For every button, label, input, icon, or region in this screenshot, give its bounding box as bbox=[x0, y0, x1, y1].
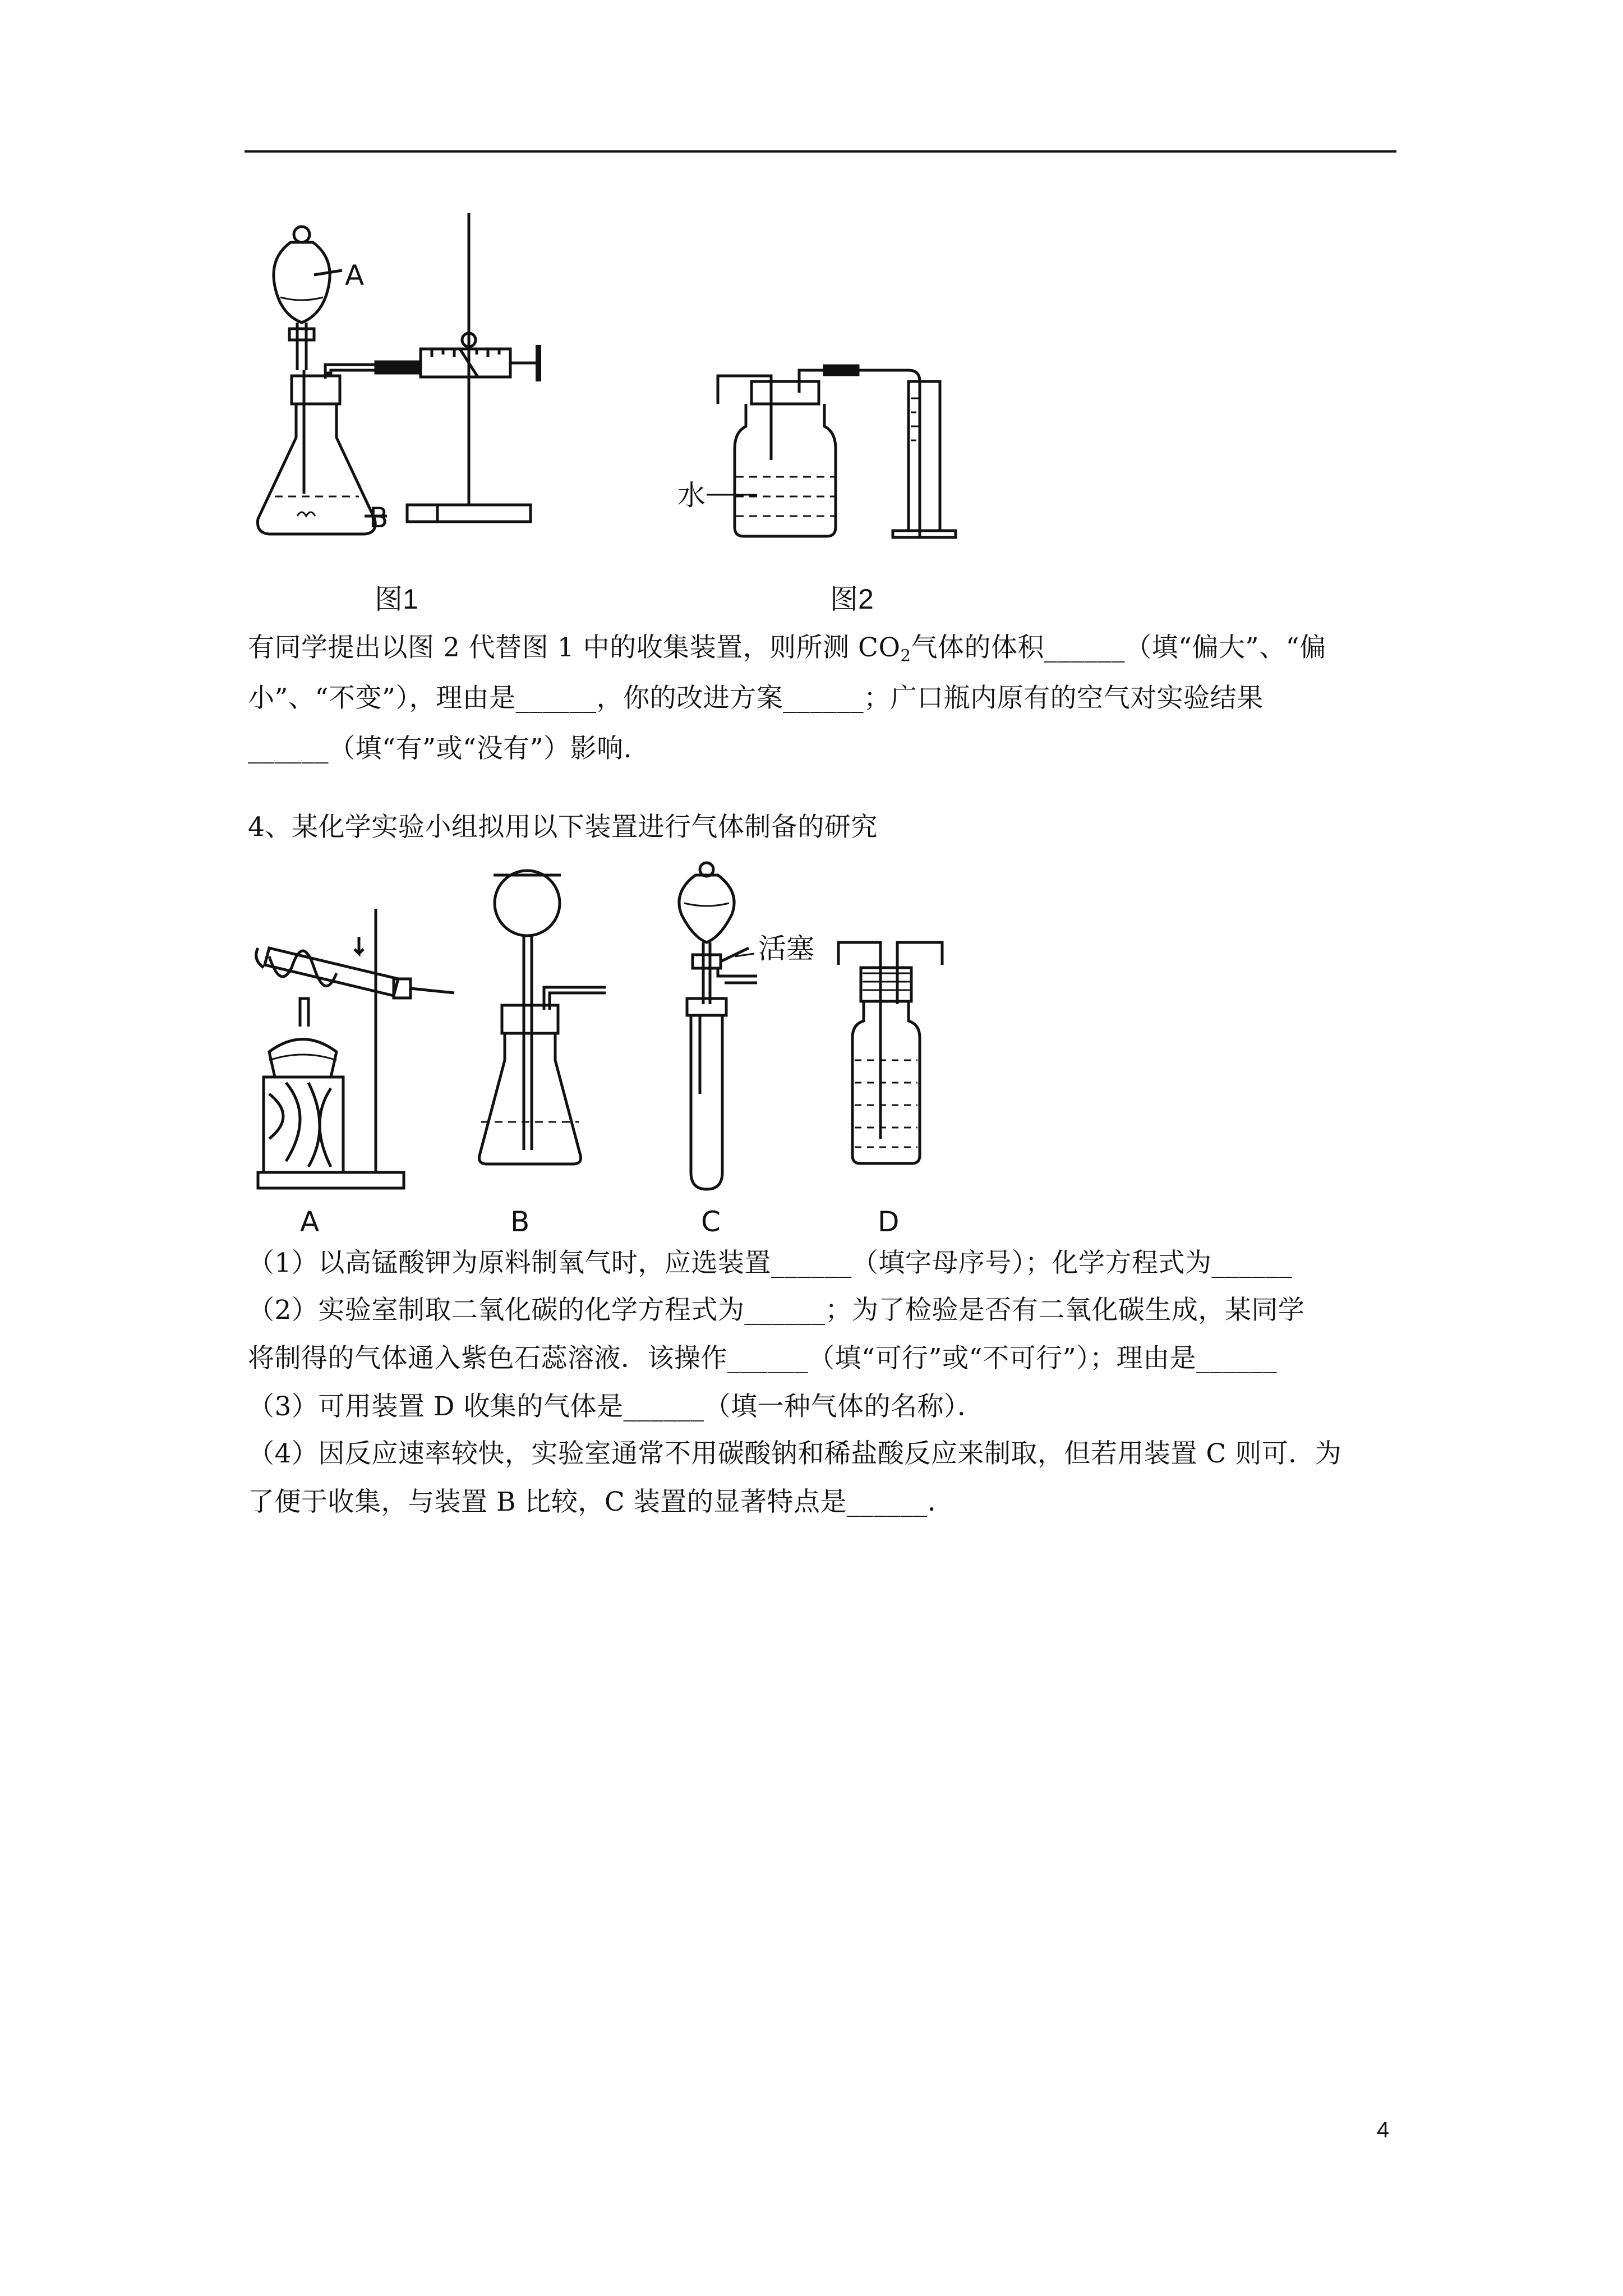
figure-1-diagram bbox=[236, 202, 594, 583]
q4-part-1: （1）以高锰酸钾为原料制氧气时，应选装置______（填字母序号）；化学方程式为______ bbox=[248, 1248, 1293, 1278]
apparatus-label-c: C bbox=[701, 1205, 721, 1238]
q4-part-4-line-2: 了便于收集，与装置 B 比较，C 装置的显著特点是______． bbox=[248, 1487, 955, 1517]
apparatus-label-b: B bbox=[510, 1205, 530, 1238]
q3-line-3: ______（填“有”或“没有”）影响. bbox=[248, 733, 633, 764]
figure-1-label-b: B bbox=[369, 501, 389, 534]
page-number: 4 bbox=[1377, 2118, 1390, 2142]
header-rule bbox=[245, 150, 1396, 153]
q4-part-4-line-1: （4）因反应速率较快，实验室通常不用碳酸钠和稀盐酸反应来制取，但若用装置 C 则可．为 bbox=[248, 1438, 1342, 1469]
q3-line-1-pre: 有同学提出以图 2 代替图 1 中的收集装置，则所测 CO bbox=[248, 632, 901, 663]
q4-part-2-line-1: （2）实验室制取二氧化碳的化学方程式为______；为了检验是否有二氧化碳生成，某同学 bbox=[248, 1295, 1305, 1326]
q4-part-2-line-2: 将制得的气体通入紫色石蕊溶液．该操作______（填“可行”或“不可行”）；理由是______ bbox=[248, 1343, 1278, 1374]
figure-2-caption: 图2 bbox=[830, 583, 874, 615]
q3-line-1 bbox=[248, 631, 1396, 665]
apparatus-label-a: A bbox=[300, 1205, 320, 1238]
q3-line-1-post: 气体的体积______（填“偏大”、“偏 bbox=[911, 632, 1326, 663]
q3-line-2: 小”、“不变”），理由是______，你的改进方案______；广口瓶内原有的空气对实验结果 bbox=[248, 683, 1264, 714]
figure-2-diagram bbox=[673, 314, 965, 550]
q4-part-3: （3）可用装置 D 收集的气体是______（填一种气体的名称）． bbox=[248, 1391, 984, 1422]
figure-2-label-water: 水 bbox=[677, 479, 706, 512]
co2-subscript: 2 bbox=[900, 646, 911, 665]
apparatus-label-d: D bbox=[878, 1205, 900, 1238]
valve-label: 活塞 bbox=[758, 932, 814, 965]
figure-1-label-a: A bbox=[345, 259, 365, 292]
figure-1-caption: 图1 bbox=[375, 583, 418, 615]
q4-intro: 4、某化学实验小组拟用以下装置进行气体制备的研究 bbox=[248, 812, 878, 843]
q4-apparatus-diagram bbox=[247, 858, 987, 1240]
